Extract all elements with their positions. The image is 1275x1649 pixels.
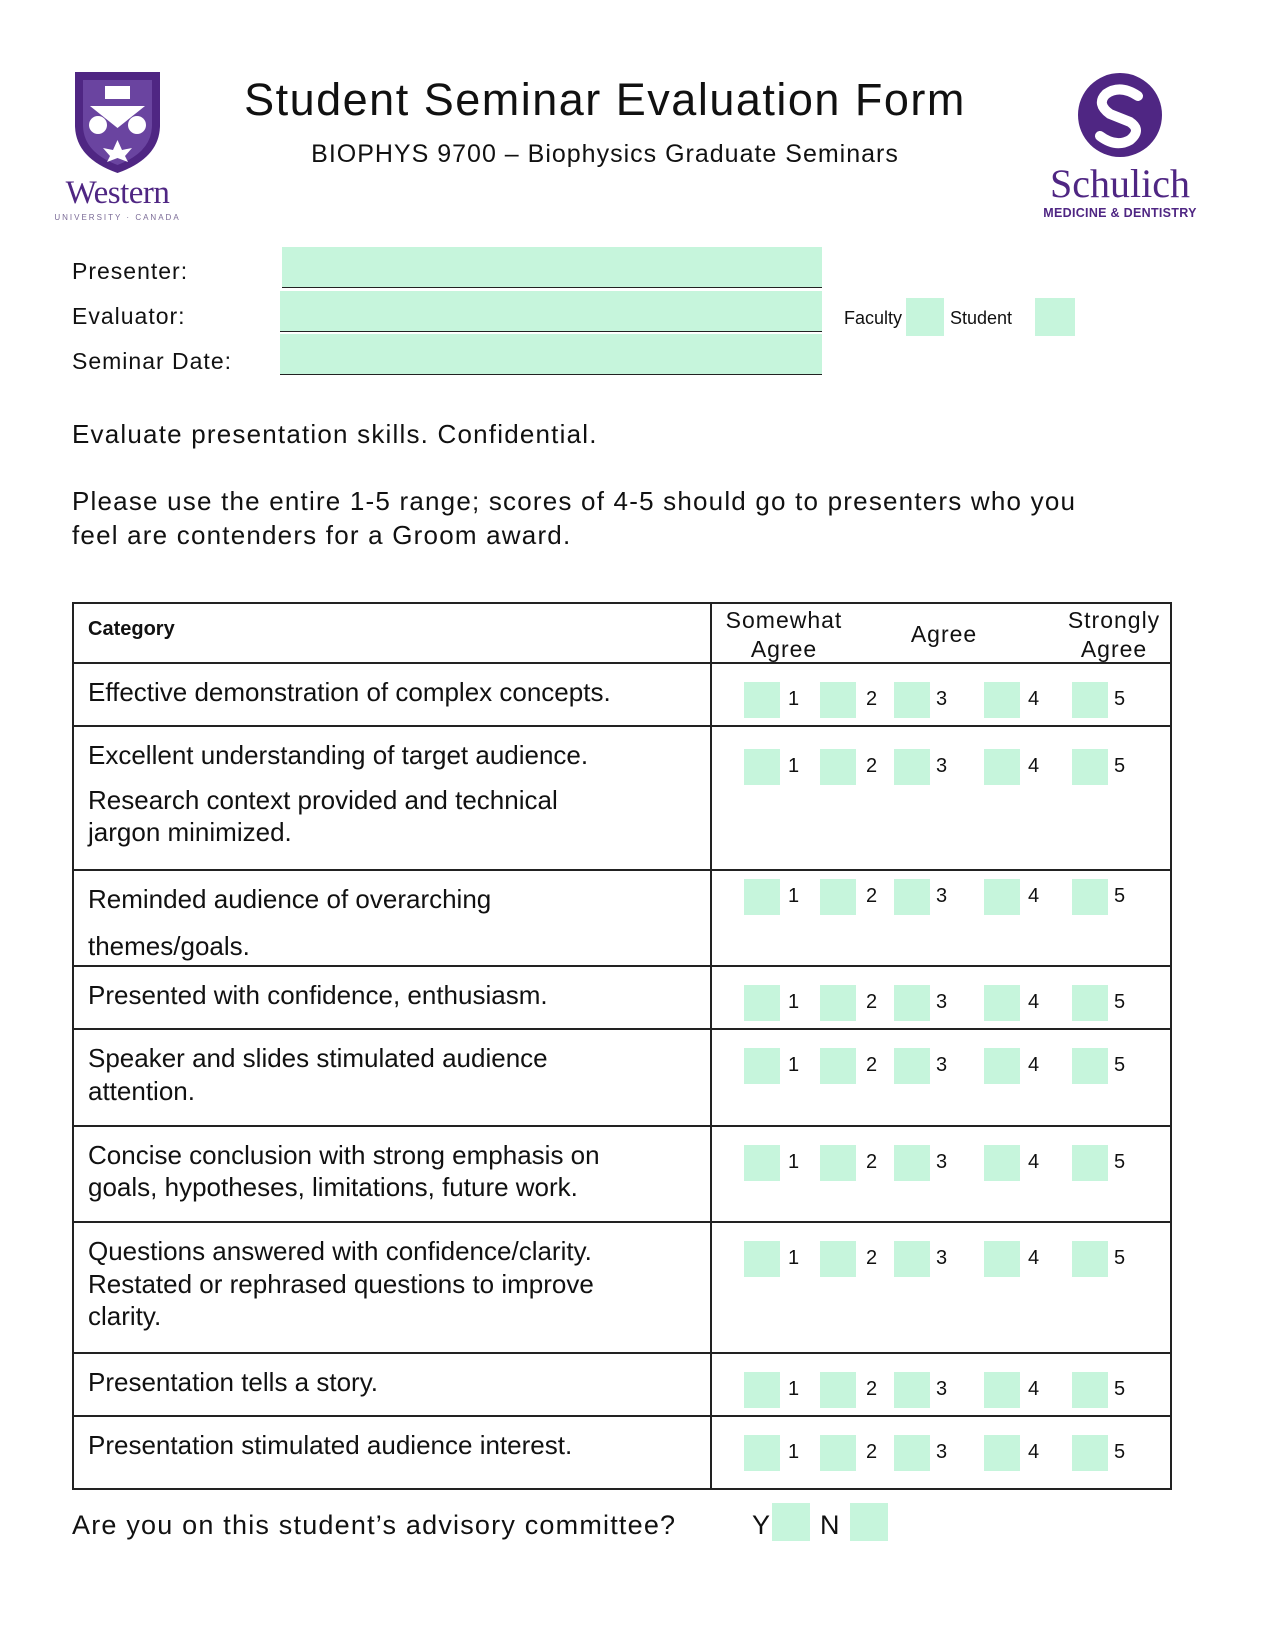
- rating-checkbox-2[interactable]: [820, 1048, 856, 1084]
- rating-checkbox-3[interactable]: [894, 985, 930, 1021]
- schulich-logo: [1030, 72, 1210, 222]
- evaluator-label: Evaluator:: [72, 303, 186, 329]
- instruction-confidential: Evaluate presentation skills. Confidential.: [72, 419, 598, 449]
- evaluator-field[interactable]: [280, 291, 822, 332]
- page-title: Student Seminar Evaluation Form: [244, 74, 966, 125]
- page-subtitle: BIOPHYS 9700 – Biophysics Graduate Seminars: [311, 140, 899, 168]
- rating-checkbox-4[interactable]: [984, 1435, 1020, 1471]
- category-text: Presented with confidence, enthusiasm.: [88, 980, 548, 1010]
- header-somewhat-line2: Agree: [750, 636, 818, 662]
- category-text: Speaker and slides stimulated audience: [88, 1043, 548, 1073]
- column-divider: [710, 604, 712, 1488]
- rating-number: 3: [936, 1378, 948, 1400]
- schulich-s-icon: [1030, 72, 1210, 162]
- row-divider: [74, 662, 1170, 664]
- rating-number: 1: [788, 755, 800, 777]
- faculty-checkbox[interactable]: [906, 298, 944, 336]
- rating-checkbox-2[interactable]: [820, 1435, 856, 1471]
- rating-checkbox-5[interactable]: [1072, 1435, 1108, 1471]
- header-somewhat-agree: [714, 606, 854, 664]
- rating-checkbox-3[interactable]: [894, 1372, 930, 1408]
- rating-number: 5: [1114, 688, 1126, 710]
- header-category: Category: [88, 618, 175, 640]
- western-logo: [50, 70, 185, 220]
- rating-checkbox-3[interactable]: [894, 1435, 930, 1471]
- rating-number: 3: [936, 688, 948, 710]
- rating-number: 5: [1114, 755, 1126, 777]
- rating-checkbox-2[interactable]: [820, 749, 856, 785]
- no-label: N: [820, 1510, 840, 1540]
- rating-number: 2: [866, 755, 878, 777]
- rating-number: 4: [1028, 1441, 1040, 1463]
- rating-checkbox-2[interactable]: [820, 985, 856, 1021]
- category-text: Reminded audience of overarching: [88, 884, 492, 914]
- rating-number: 4: [1028, 991, 1040, 1013]
- row-divider: [74, 1028, 1170, 1030]
- rating-number: 2: [866, 1247, 878, 1269]
- category-text: Restated or rephrased questions to improve: [88, 1269, 594, 1299]
- rating-number: 4: [1028, 1054, 1040, 1076]
- rating-number: 4: [1028, 1247, 1040, 1269]
- rating-number: 5: [1114, 1441, 1126, 1463]
- rating-number: 5: [1114, 1054, 1126, 1076]
- category-text: goals, hypotheses, limitations, future work.: [88, 1172, 578, 1202]
- rating-checkbox-3[interactable]: [894, 1048, 930, 1084]
- rating-number: 2: [866, 1441, 878, 1463]
- rating-checkbox-2[interactable]: [820, 682, 856, 718]
- rating-number: 3: [936, 991, 948, 1013]
- instruction-range-line2: feel are contenders for a Groom award.: [72, 520, 572, 550]
- rating-checkbox-4[interactable]: [984, 1145, 1020, 1181]
- rating-number: 5: [1114, 1247, 1126, 1269]
- rating-number: 5: [1114, 991, 1126, 1013]
- rating-number: 2: [866, 1378, 878, 1400]
- rating-number: 5: [1114, 885, 1126, 907]
- row-divider: [74, 725, 1170, 727]
- rating-checkbox-5[interactable]: [1072, 1241, 1108, 1277]
- rating-number: 3: [936, 1054, 948, 1076]
- category-text: Presentation tells a story.: [88, 1367, 378, 1397]
- rating-checkbox-1[interactable]: [744, 985, 780, 1021]
- rating-number: 2: [866, 885, 878, 907]
- header-strongly-agree: [1054, 606, 1174, 664]
- rating-checkbox-3[interactable]: [894, 682, 930, 718]
- schulich-tagline: MEDICINE & DENTISTRY: [1043, 206, 1197, 220]
- rating-checkbox-3[interactable]: [894, 749, 930, 785]
- evaluation-table: [72, 602, 1172, 1490]
- rating-checkbox-5[interactable]: [1072, 985, 1108, 1021]
- header-agree: Agree: [910, 621, 978, 647]
- presenter-field[interactable]: [282, 247, 822, 288]
- western-wordmark: Western: [65, 175, 170, 211]
- seminar-date-label: Seminar Date:: [72, 348, 233, 374]
- rating-checkbox-2[interactable]: [820, 1372, 856, 1408]
- rating-checkbox-2[interactable]: [820, 1145, 856, 1181]
- rating-number: 5: [1114, 1151, 1126, 1173]
- category-text: Presentation stimulated audience interest.: [88, 1430, 573, 1460]
- rating-number: 1: [788, 1378, 800, 1400]
- instruction-range-line1: Please use the entire 1-5 range; scores of 4-5 should go to presenters who you: [72, 486, 1077, 516]
- rating-number: 2: [866, 1054, 878, 1076]
- row-divider: [74, 1352, 1170, 1354]
- rating-number: 5: [1114, 1378, 1126, 1400]
- rating-number: 3: [936, 1441, 948, 1463]
- no-checkbox[interactable]: [850, 1503, 888, 1541]
- rating-checkbox-3[interactable]: [894, 1241, 930, 1277]
- student-checkbox[interactable]: [1035, 298, 1075, 336]
- rating-number: 1: [788, 1151, 800, 1173]
- yes-label: Y: [752, 1510, 771, 1540]
- rating-number: 2: [866, 688, 878, 710]
- category-text: clarity.: [88, 1301, 162, 1331]
- rating-checkbox-1[interactable]: [744, 1372, 780, 1408]
- rating-number: 3: [936, 755, 948, 777]
- row-divider: [74, 1125, 1170, 1127]
- rating-number: 1: [788, 1441, 800, 1463]
- header-somewhat-line1: Somewhat: [725, 607, 843, 633]
- rating-number: 1: [788, 1247, 800, 1269]
- yes-checkbox[interactable]: [772, 1503, 810, 1541]
- rating-number: 1: [788, 991, 800, 1013]
- rating-number: 3: [936, 1151, 948, 1173]
- rating-number: 1: [788, 1054, 800, 1076]
- rating-checkbox-4[interactable]: [984, 879, 1020, 915]
- rating-checkbox-2[interactable]: [820, 1241, 856, 1277]
- rating-checkbox-4[interactable]: [984, 1048, 1020, 1084]
- header-strongly-line2: Agree: [1080, 636, 1148, 662]
- rating-checkbox-1[interactable]: [744, 682, 780, 718]
- row-divider: [74, 1415, 1170, 1417]
- rating-number: 3: [936, 1247, 948, 1269]
- rating-checkbox-3[interactable]: [894, 1145, 930, 1181]
- rating-checkbox-5[interactable]: [1072, 749, 1108, 785]
- category-text: jargon minimized.: [88, 817, 292, 847]
- rating-number: 4: [1028, 885, 1040, 907]
- rating-checkbox-4[interactable]: [984, 1241, 1020, 1277]
- category-text: Questions answered with confidence/clarity.: [88, 1236, 592, 1266]
- rating-checkbox-4[interactable]: [984, 1372, 1020, 1408]
- western-tagline: UNIVERSITY · CANADA: [54, 213, 181, 222]
- rating-checkbox-3[interactable]: [894, 879, 930, 915]
- rating-checkbox-1[interactable]: [744, 1145, 780, 1181]
- rating-number: 2: [866, 991, 878, 1013]
- rating-checkbox-5[interactable]: [1072, 1145, 1108, 1181]
- schulich-wordmark: Schulich: [1050, 161, 1190, 206]
- category-text: Excellent understanding of target audience.: [88, 740, 589, 770]
- rating-number: 1: [788, 885, 800, 907]
- rating-checkbox-5[interactable]: [1072, 682, 1108, 718]
- rating-number: 2: [866, 1151, 878, 1173]
- header-strongly-line1: Strongly: [1067, 607, 1161, 633]
- row-divider: [74, 965, 1170, 967]
- category-text: Research context provided and technical: [88, 785, 558, 815]
- category-text: themes/goals.: [88, 931, 250, 961]
- rating-checkbox-5[interactable]: [1072, 879, 1108, 915]
- student-label: Student: [950, 308, 1013, 328]
- rating-checkbox-4[interactable]: [984, 749, 1020, 785]
- presenter-label: Presenter:: [72, 258, 189, 284]
- rating-checkbox-1[interactable]: [744, 1048, 780, 1084]
- advisory-question: Are you on this student’s advisory committee?: [72, 1510, 677, 1540]
- category-text: attention.: [88, 1076, 195, 1106]
- rating-number: 4: [1028, 1378, 1040, 1400]
- rating-number: 4: [1028, 755, 1040, 777]
- rating-checkbox-1[interactable]: [744, 1241, 780, 1277]
- rating-checkbox-4[interactable]: [984, 985, 1020, 1021]
- seminar-date-field[interactable]: [280, 334, 822, 375]
- rating-number: 4: [1028, 1151, 1040, 1173]
- rating-checkbox-5[interactable]: [1072, 1372, 1108, 1408]
- rating-checkbox-2[interactable]: [820, 879, 856, 915]
- rating-checkbox-5[interactable]: [1072, 1048, 1108, 1084]
- rating-checkbox-4[interactable]: [984, 682, 1020, 718]
- row-divider: [74, 1221, 1170, 1223]
- rating-number: 3: [936, 885, 948, 907]
- rating-checkbox-1[interactable]: [744, 1435, 780, 1471]
- western-crest-icon: [50, 70, 185, 175]
- category-text: Effective demonstration of complex concepts.: [88, 677, 611, 707]
- rating-number: 4: [1028, 688, 1040, 710]
- faculty-label: Faculty: [844, 308, 903, 328]
- rating-checkbox-1[interactable]: [744, 879, 780, 915]
- category-text: Concise conclusion with strong emphasis on: [88, 1140, 600, 1170]
- rating-number: 1: [788, 688, 800, 710]
- rating-checkbox-1[interactable]: [744, 749, 780, 785]
- row-divider: [74, 869, 1170, 871]
